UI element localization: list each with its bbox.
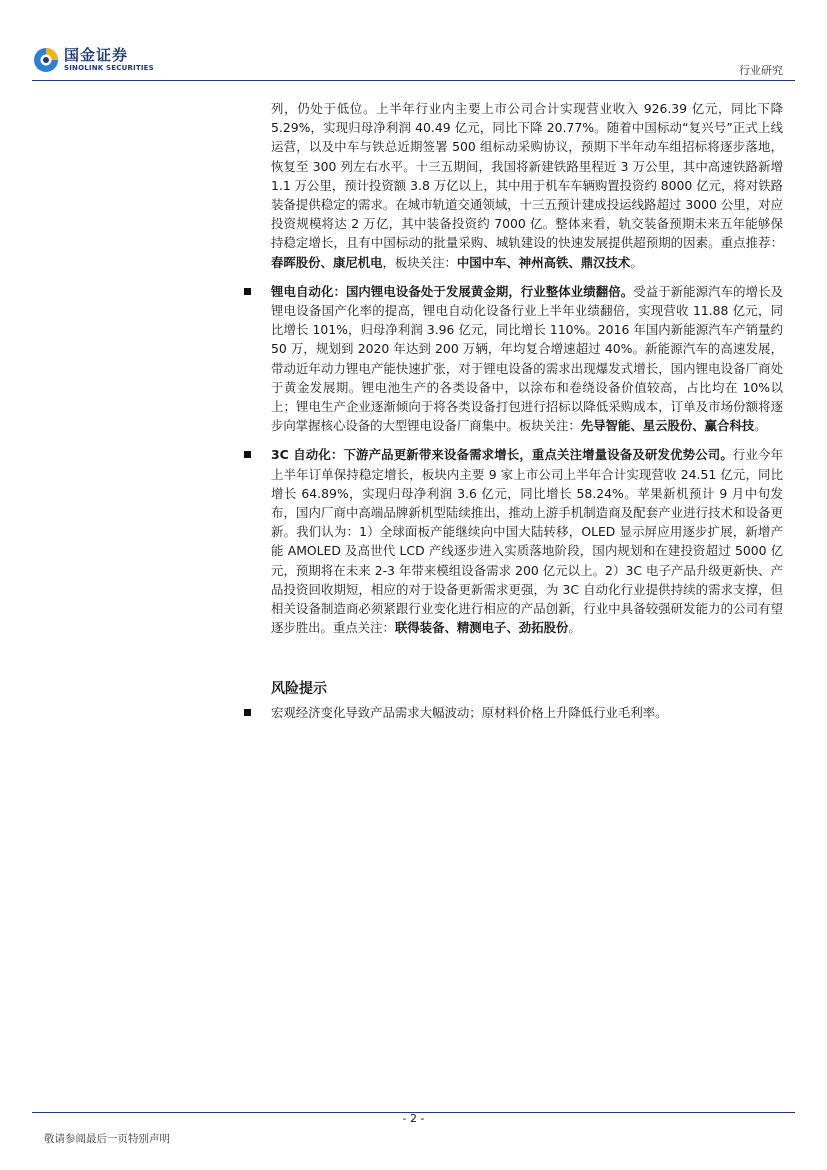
watched-stocks: 联得装备、精测电子、劲拓股份 <box>394 620 569 636</box>
section-heading: 锂电自动化：国内锂电设备处于发展黄金期，行业整体业绩翻倍。 <box>271 283 634 299</box>
square-bullet-icon <box>244 288 251 295</box>
logo-english-name: SINOLINK SECURITIES <box>64 64 154 72</box>
risk-text: 宏观经济变化导致产品需求大幅波动；原材料价格上升降低行业毛利率。 <box>271 705 668 720</box>
paragraph-text: 列，仍处于低位。上半年行业内主要上市公司合计实现营业收入 926.39 亿元，同比下降 5.29%，实现归母净利润 40.49 亿元，同比下降 20.77%。随着中国标动“复兴号”正式上线运营，以及中车与铁总近期签署 500 组标动采购协议，预期下半年动车组招标将逐步落地，恢复至 300 列左右水平。十三五期间，我国将新建铁路里程近 3 万公里，其中高速铁路新增 1.1 万公里，预计投资额 3.8 万亿以上，其中用于机车车辆购置投资约 8000 亿元，将对铁路装备提供稳定的需求。在城市轨道交通领域，十三五预计建成投运线路超过 3000 公里，对应投资规模将达 2 万亿，其中装备投资约 7000 亿。整体来看，轨交装备预期未来五年能够保持稳定增长，且有中国标动的批量采购、城轨建设的快速发展提供超预期的因素。重点推荐： <box>271 101 783 251</box>
square-bullet-icon <box>244 451 251 458</box>
logo-icon <box>33 47 59 73</box>
paragraph-connector: ，板块关注： <box>382 254 457 270</box>
disclaimer-note: 敬请参阅最后一页特别声明 <box>44 1133 170 1145</box>
report-category: 行业研究 <box>739 64 783 77</box>
3c-automation-section <box>271 445 783 637</box>
square-bullet-icon <box>244 709 251 716</box>
page-number: - 2 - <box>402 1112 425 1125</box>
risk-section-title: 风险提示 <box>271 681 327 697</box>
section-body: 行业今年上半年订单保持稳定增长，板块内主要 9 家上市公司上半年合计实现营收 24.51 亿元，同比增长 64.89%，实现归母净利润 3.6 亿元，同比增长 58.24%。苹果新机预计 9 月中旬发布，国内厂商中高端品牌新机型陆续推出，推动上游手机制造商及配套产业进行技术和设备更新。我们认为：1）全球面板产能继续向中国大陆转移，OLED 显示屏应用逐步扩展，新增产能 AMOLED 及高世代 LCD 产线逐步进入实质落地阶段，国内规划和在建投资超过 5000 亿元，预期将在未来 2-3 年带来模组设备需求 200 亿元以上。2）3C 电子产品升级更新快、产品投资回收期短，相应的对于设备更新需求更强，为 3C 自动化行业提供持续的需求支撑，但相关设备制造商必须紧跟行业变化进行相应的产品创新，行业中具备较强研发能力的公司有望逐步胜出。重点关注： <box>271 447 784 636</box>
lithium-battery-section <box>271 282 783 436</box>
section-end: 。 <box>754 418 767 434</box>
main-content <box>271 99 783 637</box>
header-divider <box>32 80 795 81</box>
watched-stocks: 中国中车、神州高铁、鼎汉技术 <box>456 254 631 270</box>
risk-item <box>271 703 783 722</box>
section-heading: 3C 自动化：下游产品更新带来设备需求增长，重点关注增量设备及研发优势公司。 <box>271 447 733 463</box>
recommended-stocks: 春晖股份、康尼机电 <box>271 254 383 270</box>
paragraph-end: 。 <box>630 254 643 270</box>
section-body: 受益于新能源汽车的增长及锂电设备国产化率的提高，锂电自动化设备行业上半年业绩翻倍，实现营收 11.88 亿元，同比增长 101%，归母净利润 3.96 亿元，同比增长 110%。2016 年国内新能源汽车产销量约 50 万，规划到 2020 年达到 200 万辆，年均复合增速超过 40%。新能源汽车的高速发展，带动近年动力锂电产能快速扩张，对于锂电设备的需求出现爆发式增长，国内锂电设备厂商处于黄金发展期。锂电池生产的各类设备中，以涂布和卷绕设备价值较高，占比均在 10%以上；锂电生产企业逐渐倾向于将各类设备打包进行招标以降低采购成本，订单及市场份额将逐步向掌握核心设备的大型锂电设备厂商集中。板块关注： <box>271 283 784 434</box>
company-logo <box>33 47 154 73</box>
page-header <box>0 0 827 90</box>
section-end: 。 <box>568 620 581 636</box>
watched-stocks: 先导智能、星云股份、赢合科技 <box>580 418 755 434</box>
rail-transit-paragraph <box>271 99 783 272</box>
logo-chinese-name: 国金证券 <box>64 46 129 64</box>
risk-section <box>271 703 783 722</box>
